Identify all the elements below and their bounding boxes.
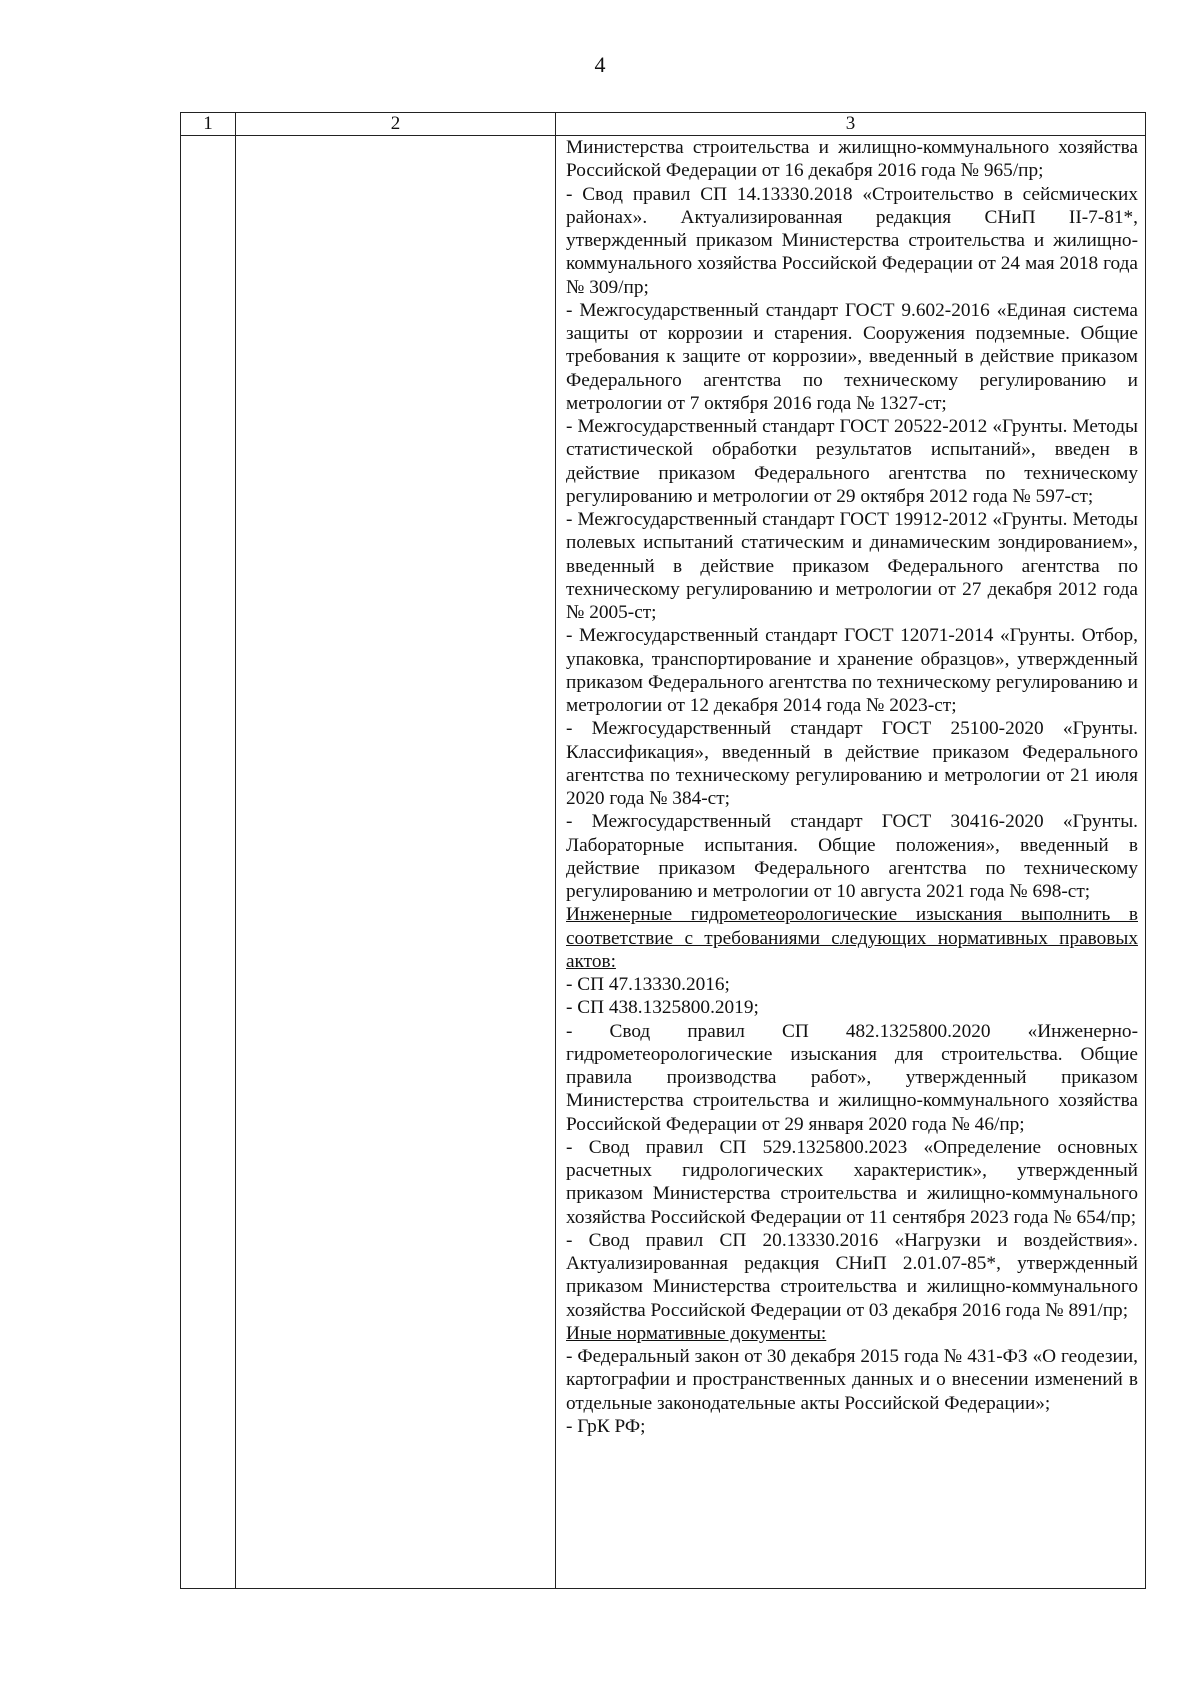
regulation-item: - Свод правил СП 529.1325800.2023 «Определение основных расчетных гидрологических характеристик», утвержденный приказом Министерства строительства и жилищно-коммунального хозяйства Российской Федерации от 11 сентября 2023 года № 654/пр;	[566, 1136, 1138, 1228]
regulation-item: - СП 438.1325800.2019;	[566, 997, 759, 1019]
table-header-row	[181, 113, 1146, 136]
document-table	[180, 112, 1146, 1589]
section-heading: Иные нормативные документы:	[566, 1322, 827, 1344]
regulation-item: - Федеральный закон от 30 декабря 2015 года № 431-ФЗ «О геодезии, картографии и пространственных данных и о внесении изменений в отдельные законодательные акты Российской Федерации»;	[566, 1346, 1138, 1414]
header-col-1: 1	[181, 113, 236, 136]
regulations-list	[566, 136, 1138, 1438]
regulation-item: - Межгосударственный стандарт ГОСТ 25100-2020 «Грунты. Классификация», введенный в действие приказом Федерального агентства по техническому регулированию и метрологии от 21 июля 2020 года № 384-ст;	[566, 718, 1138, 809]
regulation-item: - ГрК РФ;	[566, 1415, 646, 1437]
regulation-item: - Межгосударственный стандарт ГОСТ 30416-2020 «Грунты. Лабораторные испытания. Общие положения», введенный в действие приказом Федерального агентства по техническому регулированию и метрологии от 10 августа 2021 года № 698-ст;	[566, 811, 1138, 902]
cell-col-3	[556, 136, 1146, 1589]
regulation-item: - Межгосударственный стандарт ГОСТ 19912-2012 «Грунты. Методы полевых испытаний статическим и динамическим зондированием», введенный в действие приказом Федерального агентства по техническому регулированию и метрологии от 27 декабря 2012 года № 2005-ст;	[566, 509, 1138, 623]
regulation-item: - Межгосударственный стандарт ГОСТ 12071-2014 «Грунты. Отбор, упаковка, транспортирование и хранение образцов», утвержденный приказом Федерального агентства по техническому регулированию и метрологии от 12 декабря 2014 года № 2023-ст;	[566, 625, 1138, 716]
cell-col-1	[181, 136, 236, 1589]
regulation-item: - СП 47.13330.2016;	[566, 974, 730, 995]
page-number: 4	[594, 52, 606, 77]
regulation-item: - Свод правил СП 482.1325800.2020 «Инженерно-гидрометеорологические изыскания для строительства. Общие правила производства работ», утвержденный приказом Министерства строительства и жилищно-коммунального хозяйства Российской Федерации от 29 января 2020 года № 46/пр;	[566, 1020, 1138, 1135]
regulation-item: - Межгосударственный стандарт ГОСТ 9.602-2016 «Единая система защиты от коррозии и старения. Сооружения подземные. Общие требования к защите от коррозии», введенный в действие приказом Федерального агентства по техническому регулированию и метрологии от 7 октября 2016 года № 1327-ст;	[566, 299, 1138, 414]
regulation-item: - Свод правил СП 14.13330.2018 «Строительство в сейсмических районах». Актуализированная редакция СНиП II-7-81*, утвержденный приказом Министерства строительства и жилищно-коммунального хозяйства Российской Федерации от 24 мая 2018 года № 309/пр;	[566, 183, 1138, 298]
regulation-item: Министерства строительства и жилищно-коммунального хозяйства Российской Федерации от 16 декабря 2016 года № 965/пр;	[566, 137, 1138, 182]
table-row	[181, 136, 1146, 1589]
header-col-2: 2	[236, 113, 556, 136]
section-heading: Инженерные гидрометеорологические изыскания выполнить в соответствие с требованиями следующих нормативных правовых актов:	[566, 904, 1138, 972]
regulation-item: - Свод правил СП 20.13330.2016 «Нагрузки и воздействия». Актуализированная редакция СНиП 2.01.07-85*, утвержденный приказом Министерства строительства и жилищно-коммунального хозяйства Российской Федерации от 03 декабря 2016 года № 891/пр;	[566, 1229, 1138, 1321]
regulation-item: - Межгосударственный стандарт ГОСТ 20522-2012 «Грунты. Методы статистической обработки результатов испытаний», введен в действие приказом Федерального агентства по техническому регулированию и метрологии от 29 октября 2012 года № 597-ст;	[566, 416, 1138, 507]
cell-col-2	[236, 136, 556, 1589]
header-col-3: 3	[556, 113, 1146, 136]
